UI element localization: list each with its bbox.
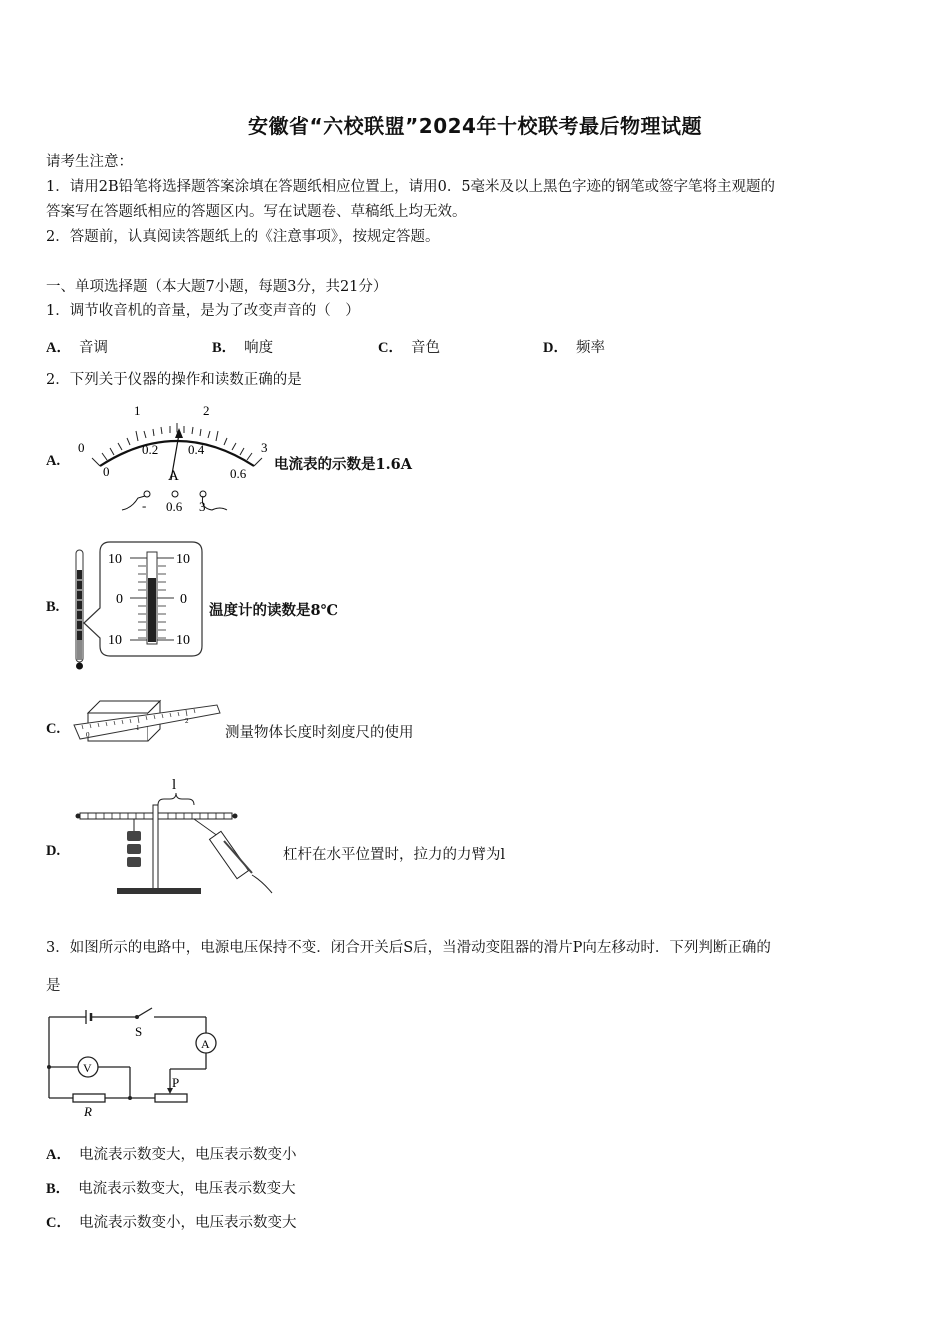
q2-option-a-text: 电流表的示数是1.6A: [274, 456, 412, 473]
scale-upper-2: 2: [203, 403, 210, 418]
terminal-3: 3: [199, 499, 206, 514]
ammeter-label: A: [201, 1037, 210, 1051]
ammeter-figure: [72, 398, 272, 518]
q2-option-b-text: 温度计的读数是8℃: [209, 602, 338, 619]
thermo-label-top-left: 10: [108, 552, 122, 567]
q1-option-a: [46, 336, 108, 357]
option-label: A．: [46, 340, 71, 356]
question-2-stem: 2．下列关于仪器的操作和读数正确的是: [46, 372, 302, 388]
slider-label: P: [172, 1075, 180, 1090]
option-label: D．: [543, 340, 568, 356]
q3-option-c: [46, 1211, 296, 1232]
lever-figure: [72, 775, 282, 900]
scale-upper-3: 3: [261, 440, 268, 455]
q3-option-a: [46, 1143, 296, 1164]
option-label: C．: [378, 340, 403, 356]
switch-label: S: [135, 1024, 143, 1039]
ruler-figure: [72, 695, 222, 745]
option-label: C.: [46, 721, 61, 737]
thermo-label-bottom-right: 10: [176, 633, 190, 648]
notice-heading: 请考生注意：: [46, 154, 133, 170]
option-text: 频率: [575, 340, 605, 356]
scale-upper-0: 0: [78, 440, 85, 455]
q2-option-b-label: [46, 599, 67, 616]
option-text: 响度: [244, 340, 274, 356]
q1-option-c: [378, 336, 440, 357]
section-heading: 一、单项选择题（本大题7小题，每题3分，共21分）: [46, 279, 388, 295]
notice-line-2: 2．答题前，认真阅读答题纸上的《注意事项》，按规定答题。: [46, 229, 440, 245]
question-3-stem-cont: 是: [46, 978, 61, 994]
circuit-figure: [42, 1005, 222, 1120]
voltmeter-label: V: [83, 1061, 92, 1075]
option-text: 电流表示数变小，电压表示数变大: [78, 1215, 297, 1231]
q3-option-b: [46, 1177, 296, 1198]
option-label: A．: [46, 1147, 71, 1163]
page-title: 安徽省“六校联盟”2024年十校联考最后物理试题: [248, 114, 702, 138]
ruler-label-0: 0: [86, 731, 90, 739]
q2-option-c-label: [46, 721, 68, 738]
q2-option-d-text: [283, 843, 505, 864]
scale-upper-1: 1: [134, 403, 141, 418]
option-label: D.: [46, 843, 61, 859]
option-text: 音色: [410, 340, 440, 356]
thermo-label-top-right: 10: [176, 552, 190, 567]
scale-lower-2: 0.4: [188, 442, 205, 457]
q1-option-d: [543, 336, 605, 357]
thermo-label-zero-right: 0: [180, 592, 187, 607]
arm-label: l: [172, 777, 177, 793]
ruler-label-1: 1: [136, 724, 140, 732]
q1-option-b: [212, 336, 273, 357]
scale-lower-1: 0.2: [142, 442, 159, 457]
option-label: C．: [46, 1215, 71, 1231]
option-label: A.: [46, 453, 61, 469]
scale-lower-0: 0: [103, 464, 110, 479]
option-text: 音调: [78, 340, 108, 356]
question-3-stem: 3．如图所示的电路中，电源电压保持不变．闭合开关后S后，当滑动变阻器的滑片P向左移动时．下列判断正确的: [46, 940, 771, 956]
notice-line-1-cont: 答案写在答题纸相应的答题区内。写在试题卷、草稿纸上均无效。: [46, 204, 467, 220]
thermometer-figure: [70, 540, 210, 675]
ruler-label-2: 2: [185, 717, 189, 725]
unit-label: A: [168, 468, 179, 484]
q2-option-a-label: [46, 453, 68, 470]
option-label: B．: [212, 340, 237, 356]
option-text: 杠杆在水平位置时，拉力的力臂为l: [283, 847, 506, 863]
thermo-label-zero-left: 0: [116, 592, 123, 607]
question-1-stem: 1．调节收音机的音量，是为了改变声音的（ ）: [46, 303, 360, 319]
q2-option-c-text: 测量物体长度时刻度尺的使用: [225, 725, 414, 741]
terminal-neg: -: [142, 498, 147, 513]
terminal-0.6: 0.6: [166, 499, 183, 514]
scale-lower-3: 0.6: [230, 466, 247, 481]
option-text: 电流表示数变大，电压表示数变小: [78, 1147, 297, 1163]
q2-option-d-label: [46, 843, 68, 860]
option-label: B.: [46, 599, 60, 615]
resistor-label: R: [84, 1104, 92, 1119]
thermo-label-bottom-left: 10: [108, 633, 122, 648]
notice-line-1: 1．请用2B铅笔将选择题答案涂填在答题纸相应位置上，请用0．5毫米及以上黑色字迹的钢笔或签字笔将主观题的: [46, 179, 776, 195]
option-label: B．: [46, 1181, 71, 1197]
option-text: 电流表示数变大，电压表示数变大: [78, 1181, 296, 1197]
